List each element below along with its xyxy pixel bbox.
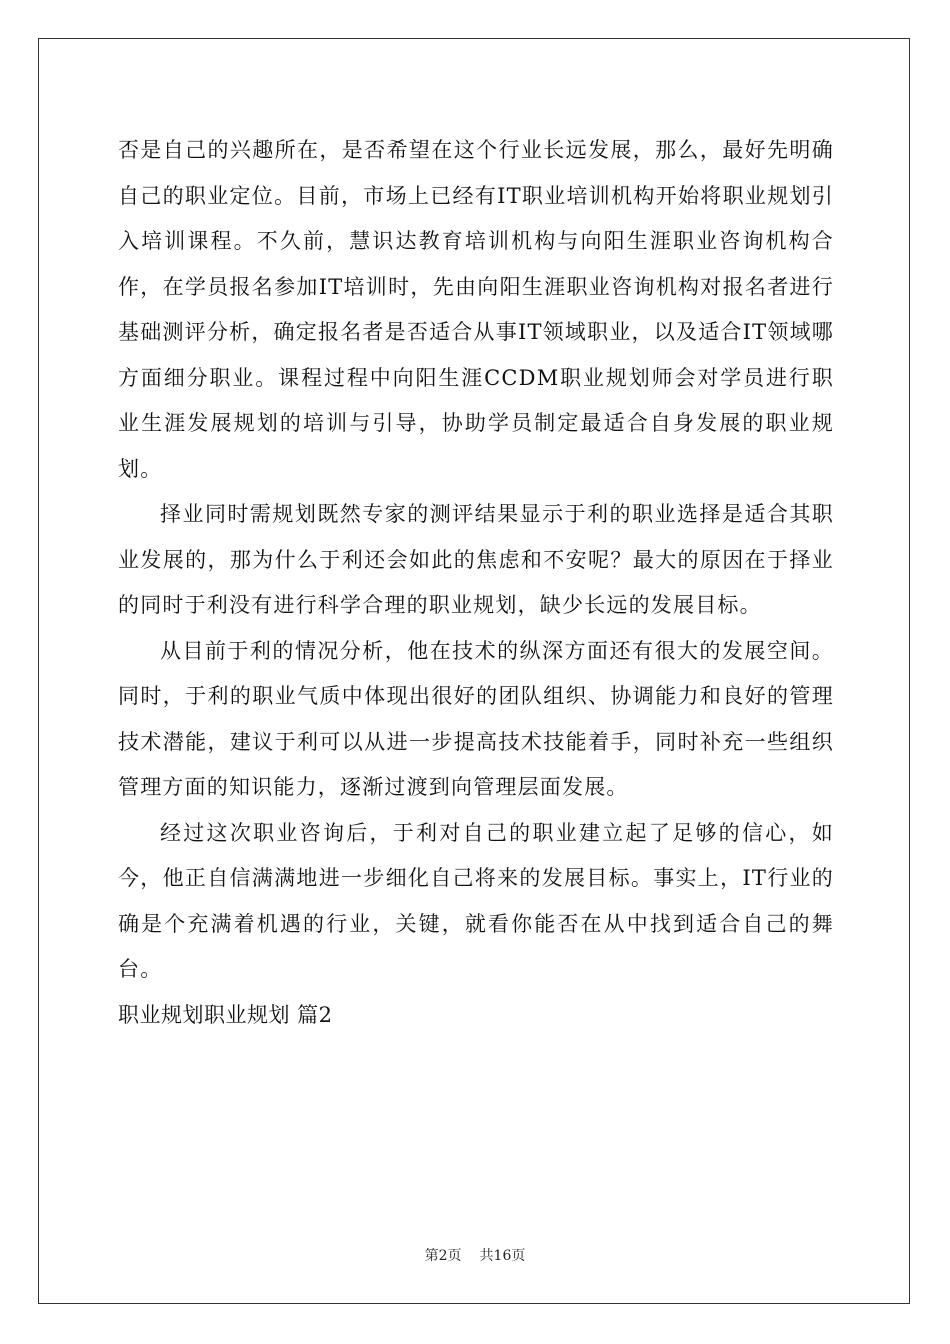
paragraph-4: 经过这次职业咨询后，于利对自己的职业建立起了足够的信心，如今，他正自信满满地进一步细化自己将来的发展目标。事实上，IT行业的确是个充满着机遇的行业，关键，就看你能否在从中找到适合自己的舞台。 <box>118 820 834 981</box>
paragraph-1: 否是自己的兴趣所在，是否希望在这个行业长远发展，那么，最好先明确自己的职业定位。目前，市场上已经有IT职业培训机构开始将职业规划引入培训课程。不久前，慧识达教育培训机构与向阳生涯职业咨询机构合作，在学员报名参加IT培训时，先由向阳生涯职业咨询机构对报名者进行基础测评分析，确定报名者是否适合从事IT领域职业，以及适合IT领域哪方面细分职业。课程过程中向阳生涯CCDM职业规划师会对学员进行职业生涯发展规划的培训与引导，协助学员制定最适合自身发展的职业规划。 <box>118 138 834 481</box>
section-heading: 职业规划职业规划 篇2 <box>118 1002 333 1027</box>
paragraph-2: 择业同时需规划既然专家的测评结果显示于利的职业选择是适合其职业发展的，那为什么于利还会如此的焦虑和不安呢？最大的原因在于择业的同时于利没有进行科学合理的职业规划，缺少长远的发展目标。 <box>118 502 834 617</box>
page-footer <box>0 1246 950 1266</box>
page-number-current: 第2页 <box>424 1248 462 1264</box>
page-number-total: 共16页 <box>479 1248 526 1264</box>
paragraph-3: 从目前于利的情况分析，他在技术的纵深方面还有很大的发展空间。同时，于利的职业气质中体现出很好的团队组织、协调能力和良好的管理技术潜能，建议于利可以从进一步提高技术技能着手，同时补充一些组织管理方面的知识能力，逐渐过渡到向管理层面发展。 <box>118 638 834 799</box>
document-body <box>118 128 834 1038</box>
